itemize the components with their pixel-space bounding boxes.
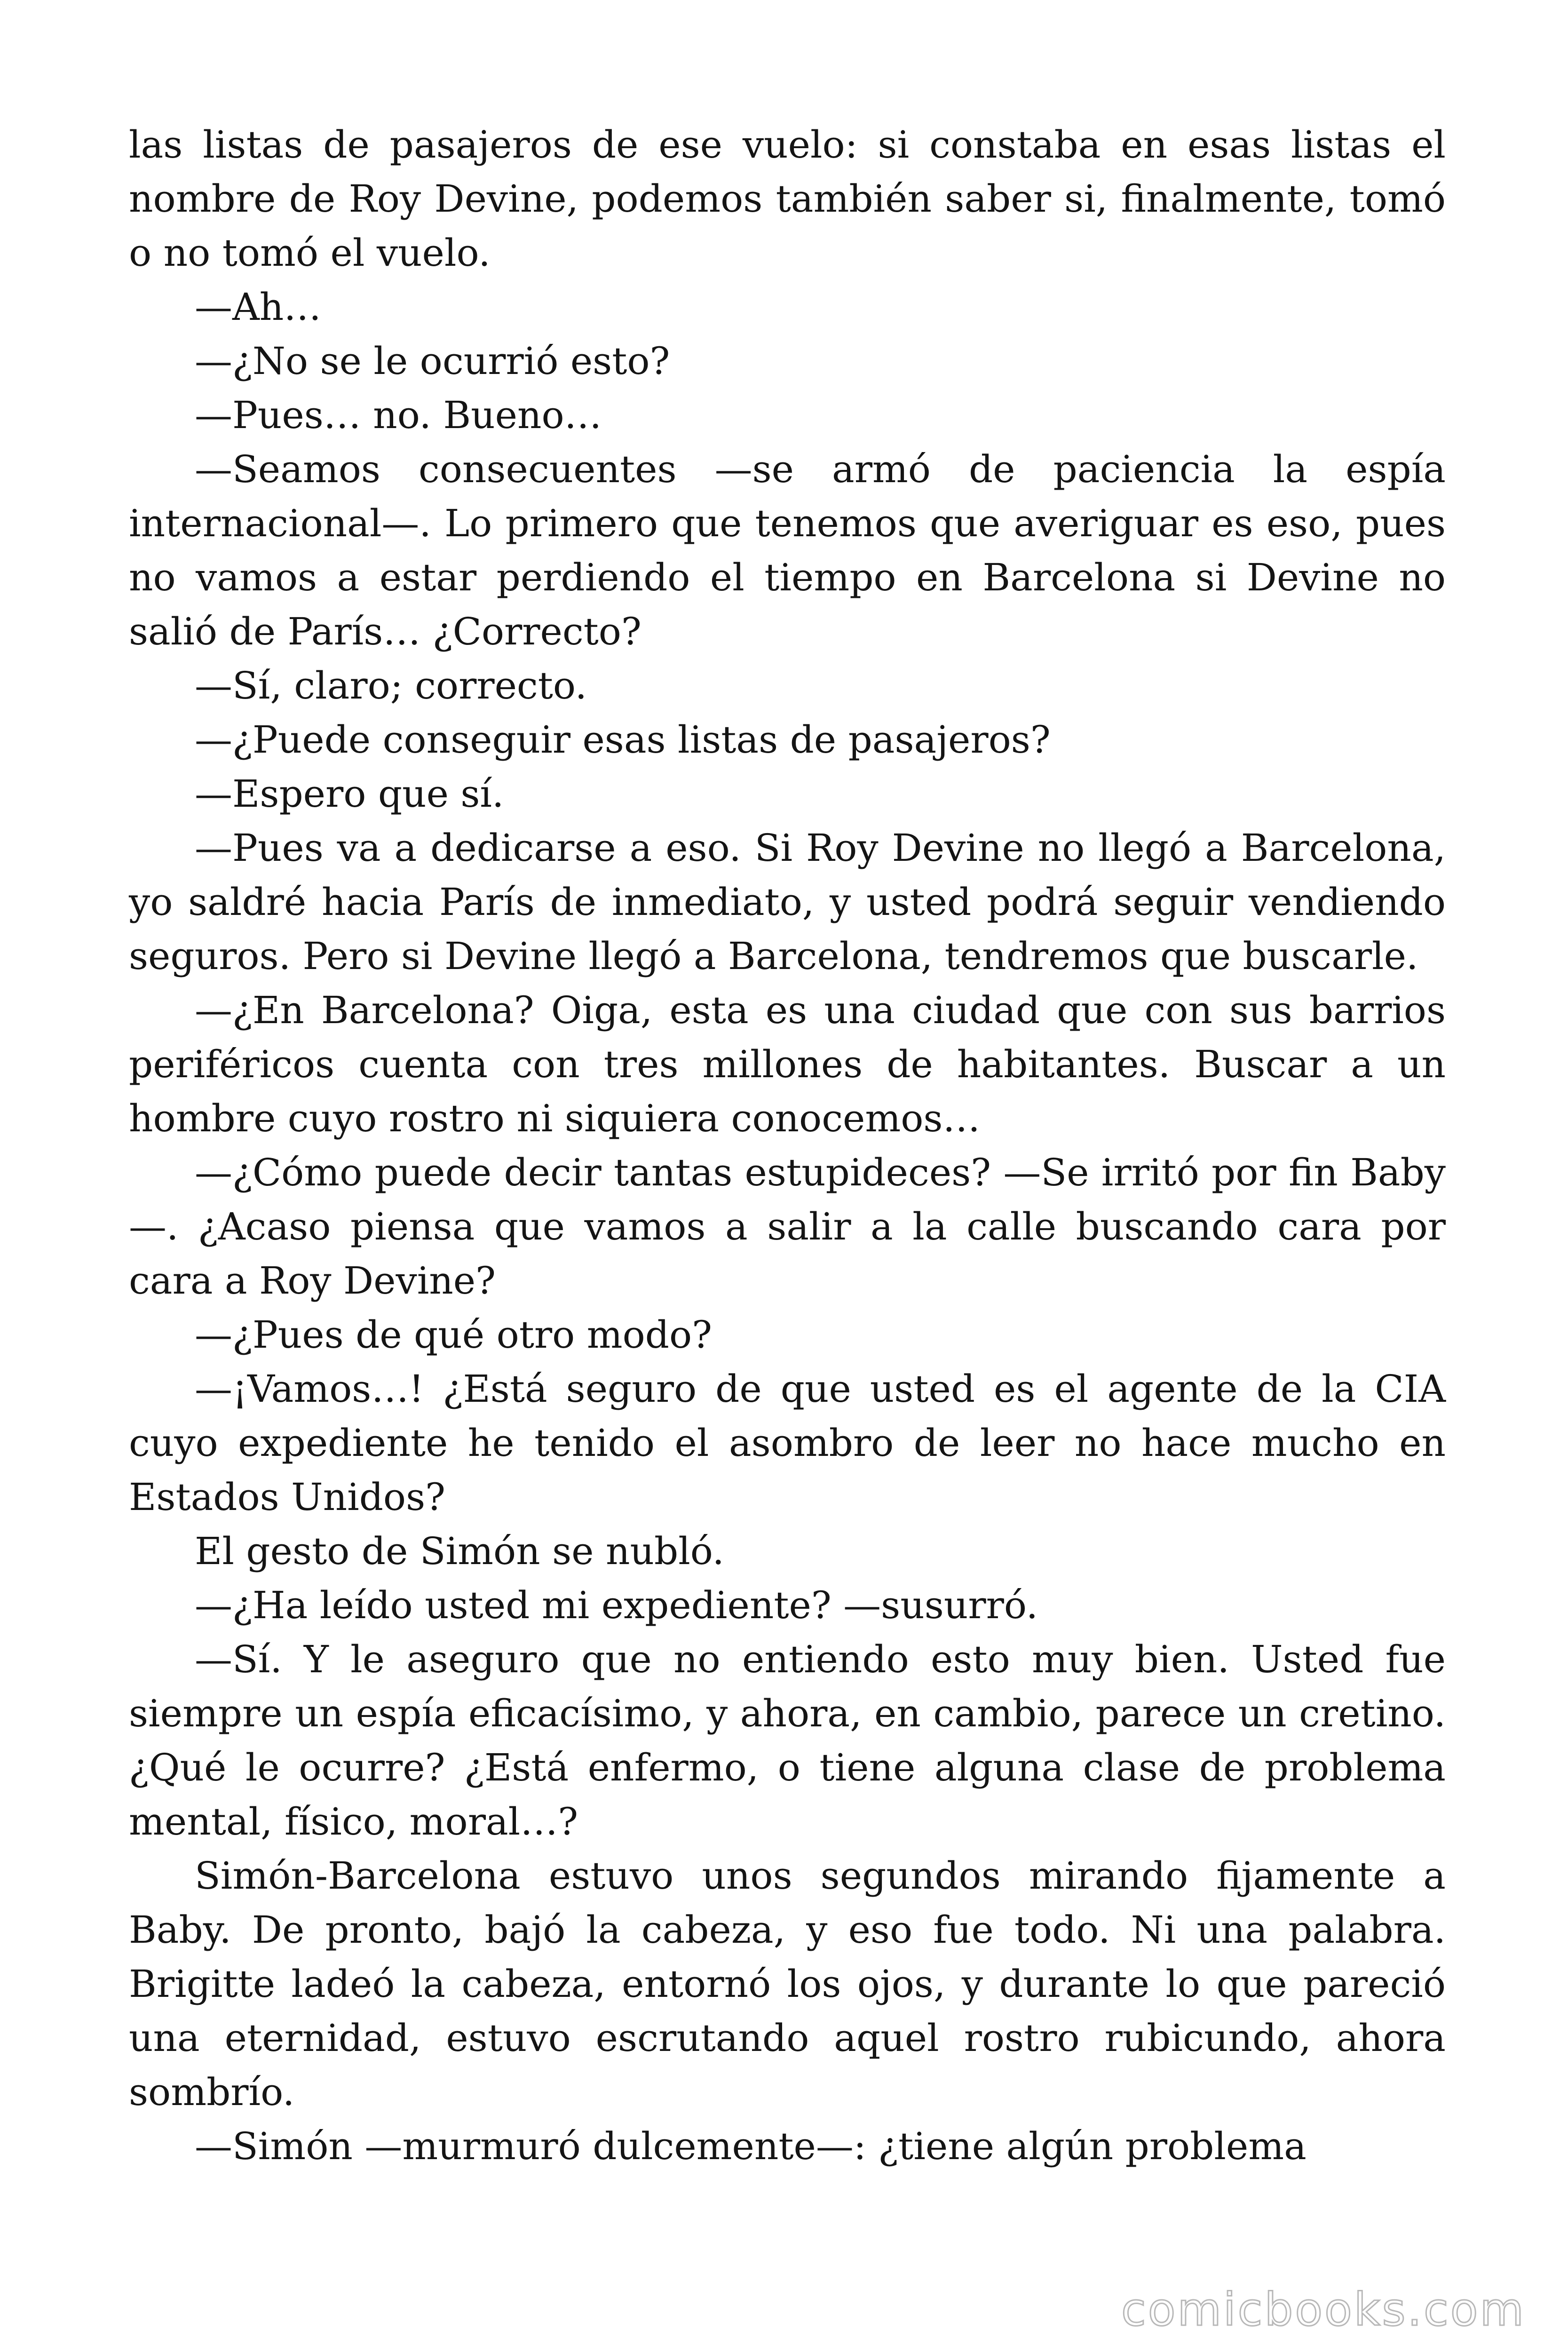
narration-line: El gesto de Simón se nubló. xyxy=(195,1529,724,1573)
paragraph: las listas de pasajeros de ese vuelo: si constaba en esas listas el nombre de Roy Devine, podemos también saber si, finalmente, tomó o no tomó el vuelo. xyxy=(129,123,1446,275)
book-page-text xyxy=(129,118,1446,2173)
dialogue-line: —¿Ha leído usted mi expediente? —susurró. xyxy=(195,1583,1038,1627)
dialogue-line: —¿Cómo puede decir tantas estupideces? —Se irritó por fin Baby—. ¿Acaso piensa que vamos a salir a la calle buscando cara por cara a Roy Devine? xyxy=(129,1151,1446,1303)
dialogue-line: —Seamos consecuentes —se armó de paciencia la espía internacional—. Lo primero que tenemos que averiguar es eso, pues no vamos a estar perdiendo el tiempo en Barcelona si Devine no salió de París… ¿Correcto? xyxy=(129,447,1446,653)
dialogue-line: —¿En Barcelona? Oiga, esta es una ciudad que con sus barrios periféricos cuenta con tres millones de habitantes. Buscar a un hombre cuyo rostro ni siquiera conocemos… xyxy=(129,988,1446,1140)
dialogue-line: —Espero que sí. xyxy=(195,772,504,816)
dialogue-line: —Sí. Y le aseguro que no entiendo esto muy bien. Usted fue siempre un espía eficacísimo, y ahora, en cambio, parece un cretino. ¿Qué le ocurre? ¿Está enfermo, o tiene alguna clase de problema mental, físico, moral…? xyxy=(129,1637,1446,1843)
narration-line: Simón-Barcelona estuvo unos segundos mirando fijamente a Baby. De pronto, bajó la cabeza, y eso fue todo. Ni una palabra. Brigitte ladeó la cabeza, entornó los ojos, y durante lo que pareció una eternidad, estuvo escrutando aquel rostro rubicundo, ahora sombrío. xyxy=(129,1854,1446,2114)
dialogue-line: —Sí, claro; correcto. xyxy=(195,664,587,707)
dialogue-line: —Simón —murmuró dulcemente—: ¿tiene algún problema xyxy=(195,2124,1307,2168)
dialogue-line: —¿Pues de qué otro modo? xyxy=(195,1313,712,1357)
watermark: comicbooks.com xyxy=(1121,2283,1526,2336)
dialogue-line: —¿No se le ocurrió esto? xyxy=(195,339,670,383)
dialogue-line: —¿Puede conseguir esas listas de pasajeros? xyxy=(195,718,1051,762)
dialogue-line: —¡Vamos…! ¿Está seguro de que usted es el agente de la CIA cuyo expediente he tenido el asombro de leer no hace mucho en Estados Unidos? xyxy=(129,1367,1446,1519)
dialogue-line: —Ah… xyxy=(195,285,322,329)
dialogue-line: —Pues… no. Bueno… xyxy=(195,393,602,437)
dialogue-line: —Pues va a dedicarse a eso. Si Roy Devine no llegó a Barcelona, yo saldré hacia París de inmediato, y usted podrá seguir vendiendo seguros. Pero si Devine llegó a Barcelona, tendremos que buscarle. xyxy=(129,826,1446,978)
